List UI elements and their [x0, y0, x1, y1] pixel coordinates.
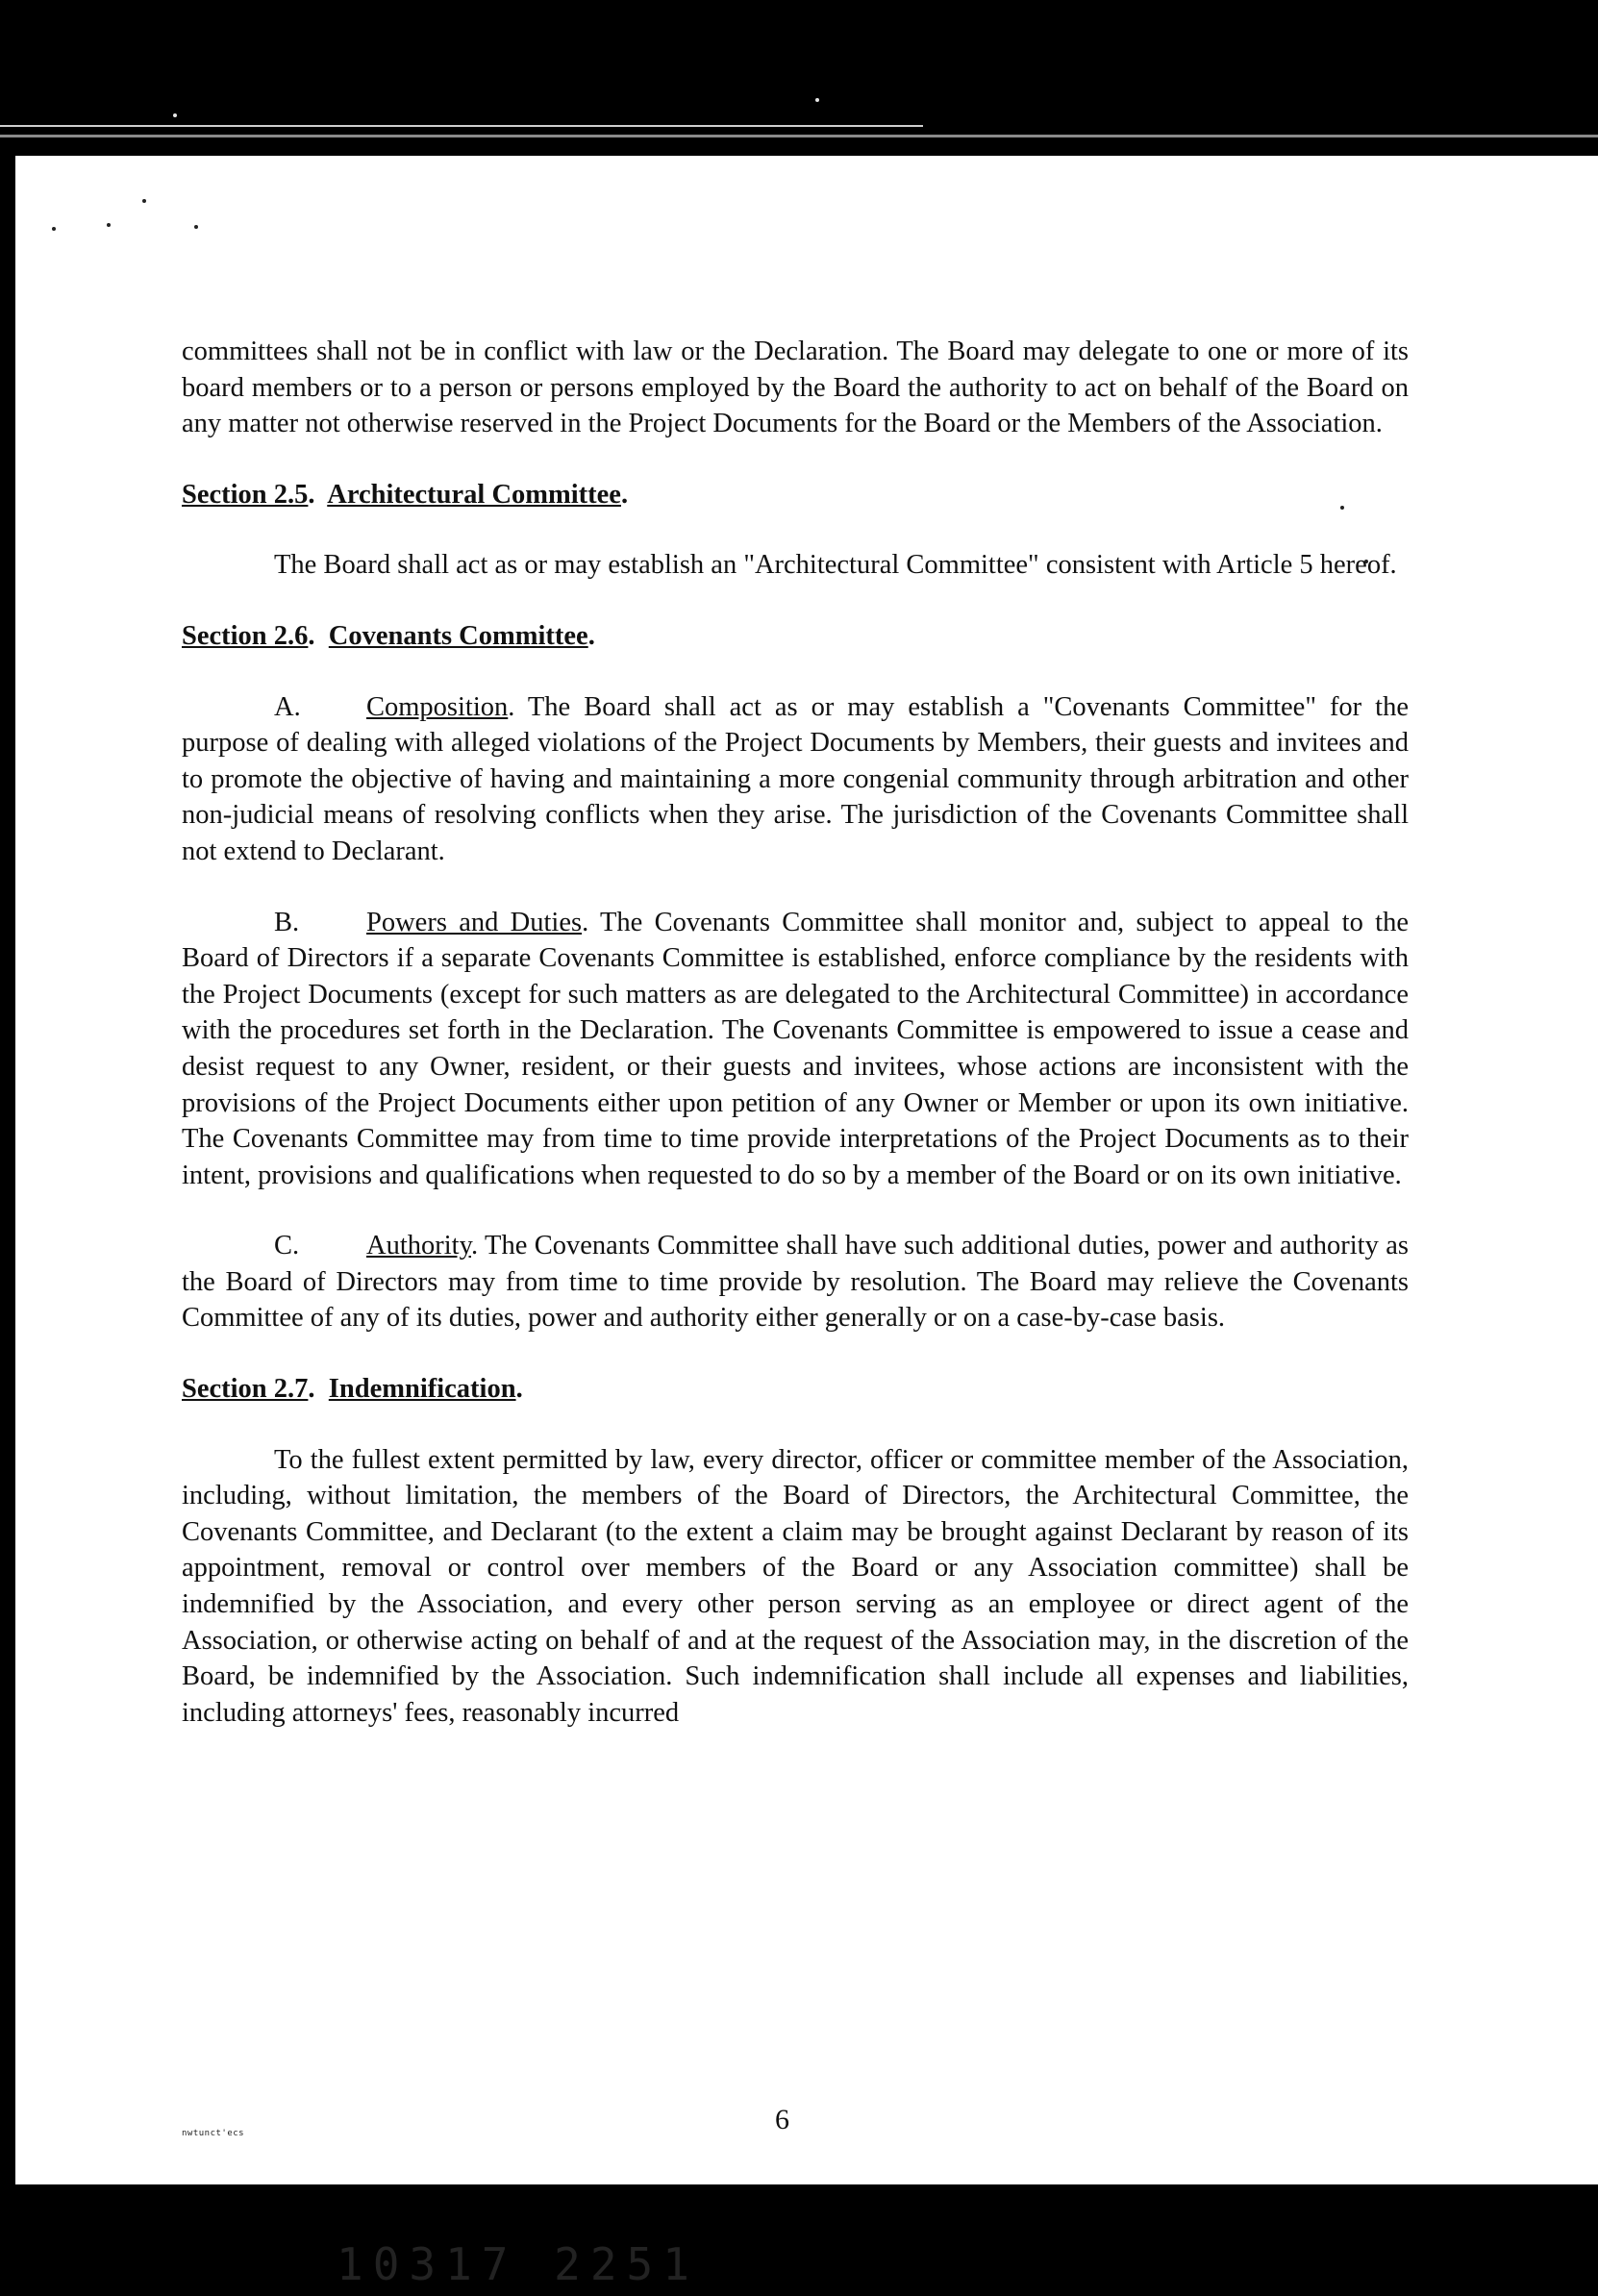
item-body: The Covenants Committee shall monitor and, subject to appeal to the Board of Directors if a separate Covenants Committee is established, enforce compliance by the residents with the Project Documents (except for such matters as are delegated to the Architectural Committee) in accordance with the procedures set forth in the Declaration. The Covenants Committee is empowered to issue a cease and desist request to any Owner, resident, or their guests and invitees, whose actions are inconsistent with the provisions of the Project Documents either upon petition of any Owner or Member or upon its own initiative. The Covenants Committee may from time to time provide interpretations of the Project Documents as to their intent, provisions and qualifications when requested to do so by a member of the Board or on its own initiative.: [182, 907, 1409, 1190]
section-2-5-body: The Board shall act as or may establish an "Architectural Committee" consistent with Article 5 hereof.: [274, 550, 1397, 581]
item-a-paragraph: A. Composition. The Board shall act as or may establish a "Covenants Committee" for the purpose of dealing with alleged violations of the Project Documents by Members, their guests and invitees and to promote the objective of having and maintaining a more congenial community through arbitration and other non-judicial means of resolving conflicts when they arise. The jurisdiction of the Covenants Committee shall not extend to Declarant.: [182, 689, 1409, 870]
item-body: The Covenants Committee shall have such additional duties, power and authority as the Board of Directors may from time to time provide by resolution. The Board may relieve the Covenants Committee of any of its duties, power and authority either generally or on a case-by-case basis.: [182, 1231, 1409, 1334]
item-letter: B.: [274, 907, 300, 937]
section-2-6-heading: Section 2.6. Covenants Committee.: [182, 620, 595, 651]
section-number: Section 2.7: [182, 1374, 309, 1405]
section-title: Indemnification: [328, 1374, 516, 1405]
scan-speck: [194, 225, 198, 229]
item-title: Authority: [366, 1231, 471, 1261]
item-b-paragraph: B. Powers and Duties. The Covenants Committee shall monitor and, subject to appeal to the Board of Directors if a separate Covenants Committee is established, enforce compliance by the residents with the Project Documents (except for such matters as are delegated to the Architectural Committee) in accordance with the procedures set forth in the Declaration. The Covenants Committee is empowered to issue a cease and desist request to any Owner, resident, or their guests and invitees, whose actions are inconsistent with the provisions of the Project Documents either upon petition of any Owner or Member or upon its own initiative. The Covenants Committee may from time to time provide interpretations of the Project Documents as to their intent, provisions and qualifications when requested to do so by a member of the Board or on its own initiative.: [182, 905, 1409, 1194]
item-body: The Board shall act as or may establish a "Covenants Committee" for the purpose of dealing with alleged violations of the Project Documents by Members, their guests and invitees and to promote the objective of having and maintaining a more congenial community through arbitration and other non-judicial means of resolving conflicts when they arise. The jurisdiction of the Covenants Committee shall not extend to Declarant.: [182, 691, 1409, 866]
section-number: Section 2.5: [182, 479, 309, 510]
scan-speck: [815, 98, 819, 102]
section-2-7-body: To the fullest extent permitted by law, every director, officer or committee member of the Association, including, without limitation, the members of the Board of Directors, the Architectural Committee, the Covenants Committee, and Declarant (to the extent a claim may be brought against Declarant by reason of its appointment, removal or control over members of the Board or any Association committee) shall be indemnified by the Association, and every other person serving as an employee or direct agent of the Association, or otherwise acting on behalf of and at the request of the Association may, in the discretion of the Board, be indemnified by the Association. Such indemnification shall include all expenses and liabilities, including attorneys' fees, reasonably incurred: [182, 1444, 1409, 1728]
scan-speck: [107, 223, 111, 227]
page-number: 6: [775, 2104, 789, 2135]
item-letter: A.: [274, 691, 301, 722]
scan-speck: [173, 113, 177, 117]
continuation-paragraph: committees shall not be in conflict with law or the Declaration. The Board may delegate to one or more of its board members or to a person or persons employed by the Board the authority to act on behalf of the Board on any matter not otherwise reserved in the Project Documents for the Board or the Members of the Association.: [182, 337, 1409, 439]
item-c-paragraph: C. Authority. The Covenants Committee shall have such additional duties, power and authority as the Board of Directors may from time to time provide by resolution. The Board may relieve the Covenants Committee of any of its duties, power and authority either generally or on a case-by-case basis.: [182, 1228, 1409, 1336]
document-stamp-number: 10317 2251: [337, 2238, 699, 2290]
scan-edge-line: [0, 125, 923, 127]
item-letter: C.: [274, 1231, 300, 1261]
item-title: Composition: [366, 691, 509, 722]
scan-speck: [142, 199, 146, 203]
section-2-7-heading: Section 2.7. Indemnification.: [182, 1374, 523, 1405]
section-2-5-heading: Section 2.5. Architectural Committee.: [182, 479, 629, 510]
scan-speck: [52, 227, 56, 231]
item-title: Powers and Duties: [366, 907, 583, 937]
section-title: Architectural Committee: [327, 479, 621, 510]
document-page: [15, 156, 1598, 2290]
scan-edge-line: [0, 135, 1598, 137]
section-title: Covenants Committee: [328, 620, 588, 651]
section-number: Section 2.6: [182, 620, 309, 651]
document-body: [182, 334, 1409, 1731]
file-code: nwtunct'ecs: [182, 2129, 245, 2138]
